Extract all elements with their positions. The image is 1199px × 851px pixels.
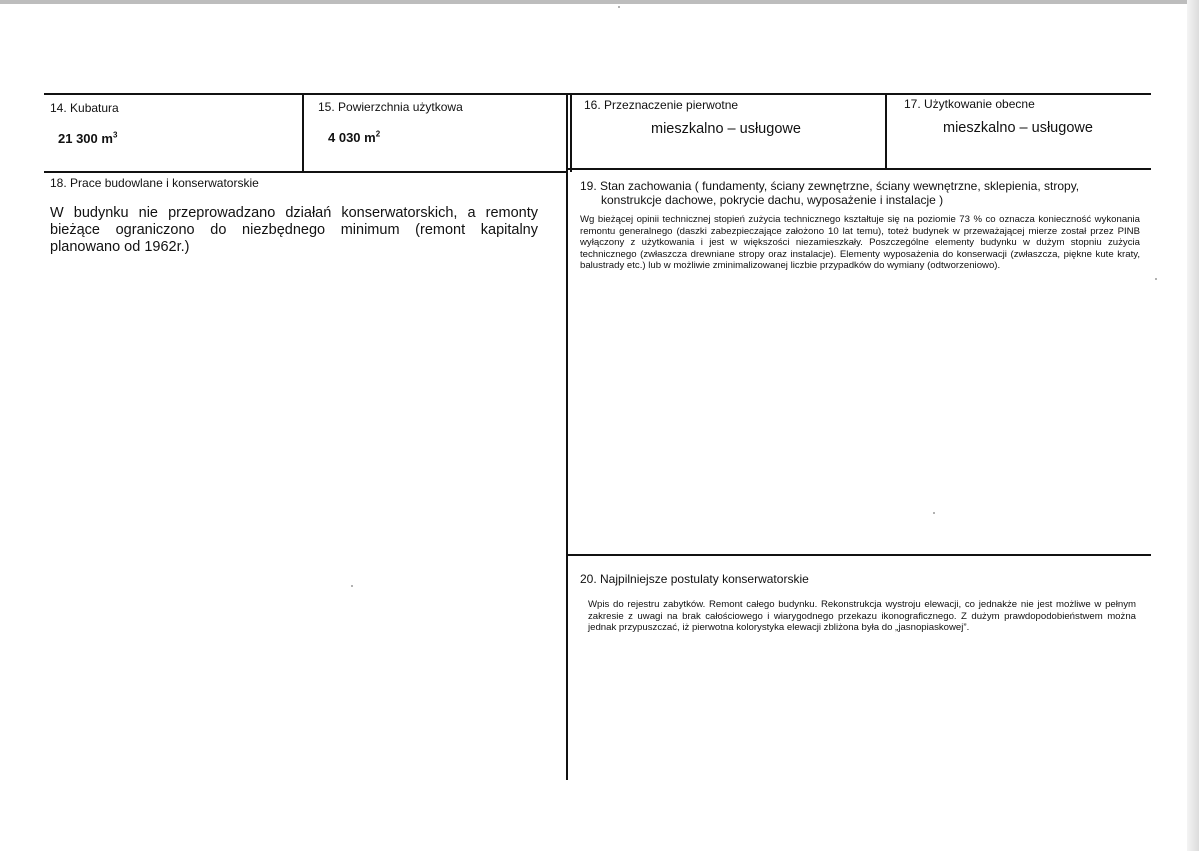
powierzchnia-label: 15. Powierzchnia użytkowa: [318, 100, 463, 114]
scan-speck: [1155, 278, 1157, 280]
scan-speck: [618, 6, 620, 8]
kubatura-label: 14. Kubatura: [50, 101, 119, 115]
uzytkowanie-value: mieszkalno – usługowe: [943, 120, 1093, 136]
stan-label-line1: 19. Stan zachowania ( fundamenty, ściany zewnętrzne, ściany wewnętrzne, sklepienia, stropy,: [580, 179, 1080, 193]
powierzchnia-value: [328, 130, 380, 145]
powierzchnia-number: 4 030 m: [328, 130, 376, 145]
kubatura-value: [58, 131, 117, 146]
divider-14-15: [302, 94, 304, 172]
kubatura-unit-exponent: 3: [112, 130, 118, 140]
prace-text: W budynku nie przeprowadzano działań konserwatorskich, a remonty bieżące ograniczono do niezbędnego minimum (remont kapitalny planowano od 1962r.): [50, 205, 538, 255]
postulaty-label: 20. Najpilniejsze postulaty konserwatorskie: [580, 572, 809, 586]
powierzchnia-unit-exponent: 2: [375, 129, 381, 139]
main-divider: [566, 94, 568, 780]
przeznaczenie-label: 16. Przeznaczenie pierwotne: [584, 98, 739, 112]
scan-speck: [351, 585, 353, 587]
scan-edge-right: [1187, 0, 1199, 851]
stan-label-line2: konstrukcje dachowe, pokrycie dachu, wyposażenie i instalacje ): [601, 193, 944, 207]
prace-label: 18. Prace budowlane i konserwatorskie: [50, 176, 259, 190]
postulaty-text: Wpis do rejestru zabytków. Remont całego budynku. Rekonstrukcja wystroju elewacji, co jednakże nie jest możliwe w pełnym zakresie z uwagi na brak całościowego i wiarygodnego przekazu ikonograficznego. Z dużym prawdopodobieństwem można jednak przypuszczać, iż pierwotna kolorystyka elewacji zbliżona była do „jasnopiaskowej”.: [588, 599, 1136, 634]
stan-text: Wg bieżącej opinii technicznej stopień zużycia technicznego kształtuje się na poziomie 73 % co oznacza konieczność wykonania remontu generalnego (daszki zabezpieczające założono 10 lat temu), toteż budynek w przeważającej mierze został przez PINB wyłączony z użytkowania i jest w większości niezamieszkały. Poszczególne elementy budynku w dużym stopniu zużycia technicznego (zwłaszcza drewniane stropy oraz instalacje). Elementy wyposażenia do konserwacji (zwłaszcza, piękne kute kraty, balustrady etc.) lub w możliwie zminimalizowanej liczbie przypadków do wymiany (odtworzeniowo).: [580, 214, 1140, 272]
scan-edge-top: [0, 0, 1199, 4]
kubatura-number: 21 300 m: [58, 131, 113, 146]
top-border: [44, 93, 1151, 95]
divider-16-17: [885, 94, 887, 169]
przeznaczenie-value: mieszkalno – usługowe: [651, 121, 801, 137]
main-divider-double: [570, 94, 572, 172]
row-divider-right: [568, 168, 1151, 170]
divider-19-20: [568, 554, 1151, 556]
uzytkowanie-label: 17. Użytkowanie obecne: [904, 97, 1035, 111]
row-divider-left: [44, 171, 568, 173]
scan-speck: [933, 512, 935, 514]
